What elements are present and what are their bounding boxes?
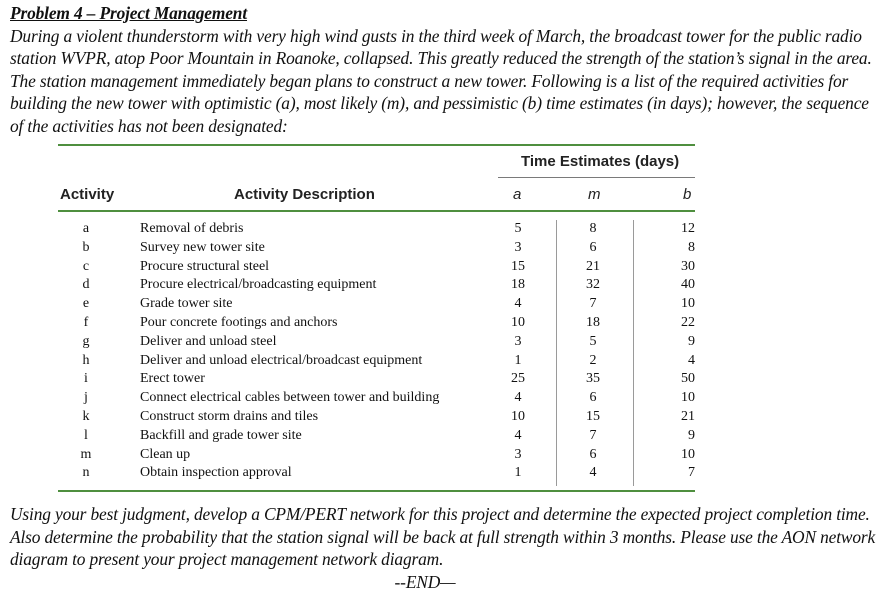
- most-likely-time: 7: [573, 295, 613, 314]
- most-likely-time: 4: [573, 464, 613, 483]
- activity-id: f: [58, 314, 114, 333]
- activity-description: Connect electrical cables between tower and building: [140, 389, 439, 408]
- table-row: [58, 333, 695, 352]
- activity-id: j: [58, 389, 114, 408]
- table-row: [58, 464, 695, 483]
- optimistic-time: 4: [498, 389, 538, 408]
- activity-description: Survey new tower site: [140, 239, 265, 258]
- optimistic-time: 1: [498, 464, 538, 483]
- pessimistic-time: 10: [655, 295, 695, 314]
- group-header-rule: [498, 177, 695, 178]
- closing-text: Using your best judgment, develop a CPM/PERT network for this project and determine the expected project completion time. Also determine the probability that the station signal will be back at full strength within 3 months. Please use the AON network diagram to present your project management network diagram.: [10, 503, 880, 571]
- activity-id: b: [58, 239, 114, 258]
- most-likely-time: 15: [573, 408, 613, 427]
- optimistic-time: 3: [498, 239, 538, 258]
- activity-id: c: [58, 258, 114, 277]
- activity-id: l: [58, 427, 114, 446]
- pessimistic-time: 50: [655, 370, 695, 389]
- activity-id: a: [58, 220, 114, 239]
- activity-description: Erect tower: [140, 370, 205, 389]
- pessimistic-time: 4: [655, 352, 695, 371]
- pessimistic-time: 7: [655, 464, 695, 483]
- pessimistic-time: 30: [655, 258, 695, 277]
- table-row: [58, 427, 695, 446]
- pessimistic-time: 22: [655, 314, 695, 333]
- activity-id: d: [58, 276, 114, 295]
- most-likely-time: 6: [573, 239, 613, 258]
- pessimistic-time: 10: [655, 446, 695, 465]
- table-row: [58, 446, 695, 465]
- optimistic-time: 10: [498, 314, 538, 333]
- table-bottom-rule: [58, 490, 695, 492]
- optimistic-time: 4: [498, 427, 538, 446]
- end-marker: --END—: [10, 571, 880, 593]
- table-row: [58, 408, 695, 427]
- table-row: [58, 352, 695, 371]
- table-row: [58, 389, 695, 408]
- optimistic-time: 15: [498, 258, 538, 277]
- pessimistic-time: 21: [655, 408, 695, 427]
- pessimistic-time: 9: [655, 427, 695, 446]
- most-likely-time: 6: [573, 446, 613, 465]
- pessimistic-time: 12: [655, 220, 695, 239]
- closing-statement: [10, 503, 880, 593]
- activity-id: e: [58, 295, 114, 314]
- most-likely-time: 35: [573, 370, 613, 389]
- col-header-a: a: [513, 186, 521, 203]
- optimistic-time: 4: [498, 295, 538, 314]
- problem-intro-text: During a violent thunderstorm with very high wind gusts in the third week of March, the broadcast tower for the public radio station WVPR, atop Poor Mountain in Roanoke, collapsed. This greatly reduced the strength of the station’s signal in the area. The station management immediately began plans to construct a new tower. Following is a list of the required activities for building the new tower with optimistic (a), most likely (m), and pessimistic (b) time estimates (in days); however, the sequence of the activities has not been designated:: [10, 26, 872, 136]
- activity-description: Deliver and unload electrical/broadcast equipment: [140, 352, 422, 371]
- table-row: [58, 295, 695, 314]
- optimistic-time: 18: [498, 276, 538, 295]
- most-likely-time: 32: [573, 276, 613, 295]
- table-row: [58, 239, 695, 258]
- optimistic-time: 10: [498, 408, 538, 427]
- pessimistic-time: 40: [655, 276, 695, 295]
- table-body: [58, 220, 695, 483]
- table-row: [58, 314, 695, 333]
- activity-description: Obtain inspection approval: [140, 464, 292, 483]
- table-row: [58, 258, 695, 277]
- problem-statement: [10, 2, 880, 137]
- time-estimates-group-header: Time Estimates (days): [521, 153, 679, 170]
- table-row: [58, 370, 695, 389]
- activity-description: Pour concrete footings and anchors: [140, 314, 338, 333]
- col-header-b: b: [683, 186, 691, 203]
- most-likely-time: 2: [573, 352, 613, 371]
- activity-description: Procure electrical/broadcasting equipment: [140, 276, 376, 295]
- col-header-activity: Activity: [60, 186, 114, 203]
- activity-description: Backfill and grade tower site: [140, 427, 302, 446]
- most-likely-time: 5: [573, 333, 613, 352]
- most-likely-time: 6: [573, 389, 613, 408]
- activity-description: Construct storm drains and tiles: [140, 408, 318, 427]
- pessimistic-time: 10: [655, 389, 695, 408]
- activity-id: k: [58, 408, 114, 427]
- optimistic-time: 3: [498, 446, 538, 465]
- activity-id: n: [58, 464, 114, 483]
- table-row: [58, 220, 695, 239]
- optimistic-time: 5: [498, 220, 538, 239]
- activity-id: i: [58, 370, 114, 389]
- activity-description: Clean up: [140, 446, 190, 465]
- problem-title: Problem 4 – Project Management: [10, 3, 247, 23]
- activity-description: Grade tower site: [140, 295, 233, 314]
- optimistic-time: 3: [498, 333, 538, 352]
- pessimistic-time: 9: [655, 333, 695, 352]
- most-likely-time: 7: [573, 427, 613, 446]
- activity-description: Deliver and unload steel: [140, 333, 276, 352]
- col-header-m: m: [588, 186, 601, 203]
- table-row: [58, 276, 695, 295]
- most-likely-time: 8: [573, 220, 613, 239]
- activity-description: Removal of debris: [140, 220, 243, 239]
- table-top-rule: [58, 144, 695, 146]
- time-estimates-table: [58, 144, 695, 492]
- optimistic-time: 25: [498, 370, 538, 389]
- most-likely-time: 18: [573, 314, 613, 333]
- activity-description: Procure structural steel: [140, 258, 269, 277]
- col-header-description: Activity Description: [234, 186, 375, 203]
- header-bottom-rule: [58, 210, 695, 212]
- activity-id: g: [58, 333, 114, 352]
- optimistic-time: 1: [498, 352, 538, 371]
- pessimistic-time: 8: [655, 239, 695, 258]
- activity-id: m: [58, 446, 114, 465]
- most-likely-time: 21: [573, 258, 613, 277]
- activity-id: h: [58, 352, 114, 371]
